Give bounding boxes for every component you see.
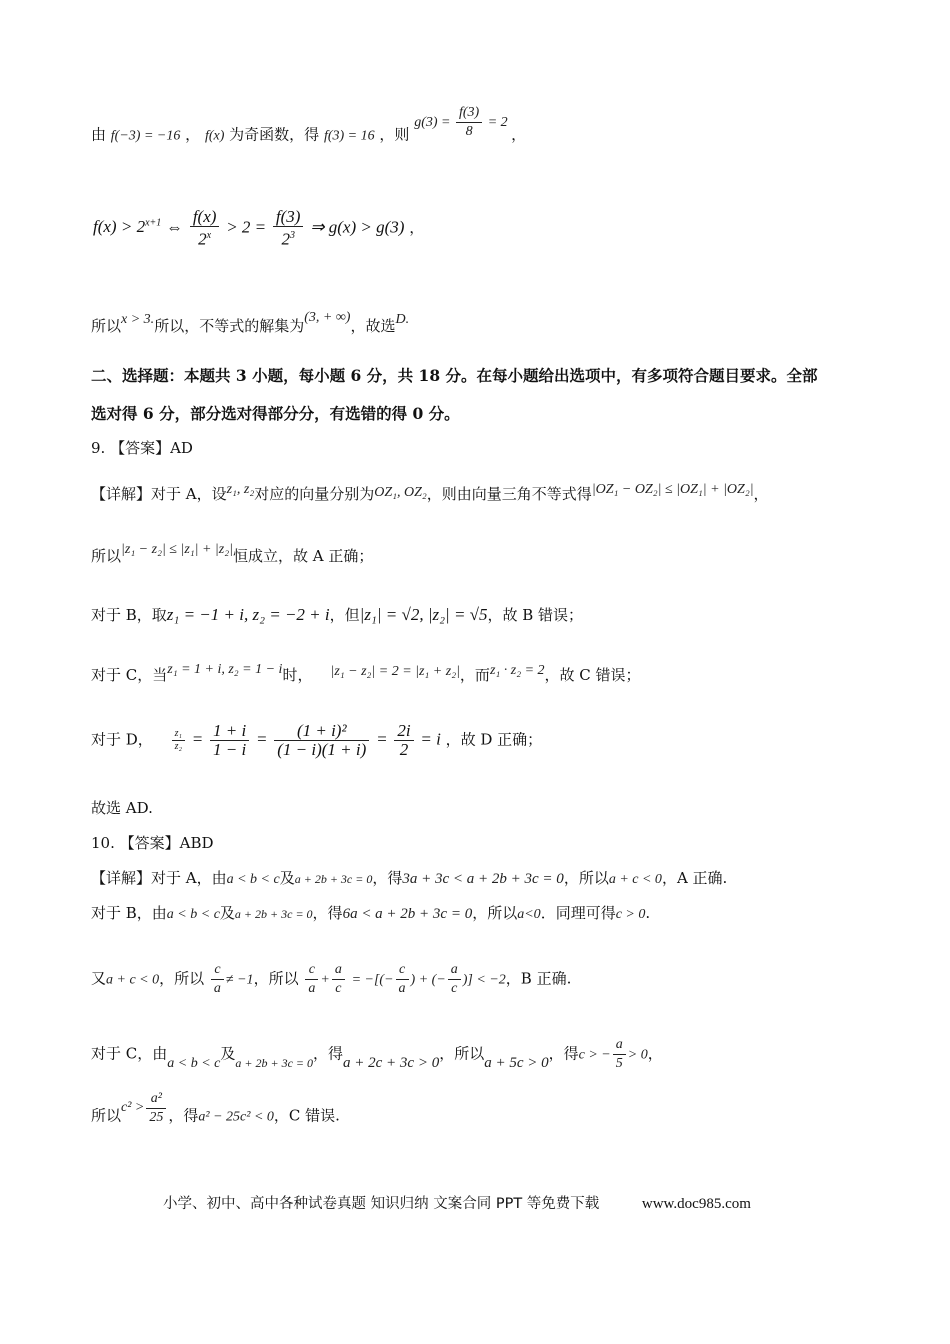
text: 为奇函数，得 xyxy=(229,125,320,144)
text: ，所以 xyxy=(439,1044,485,1063)
numerator: a xyxy=(332,961,345,980)
denominator: (1 − i)(1 + i) xyxy=(277,740,367,759)
q10-detail-b2 xyxy=(91,961,571,998)
fraction xyxy=(448,961,461,998)
formula: )] < −2 xyxy=(462,972,506,988)
denominator: z₂ xyxy=(174,741,182,752)
formula: = −[(− xyxy=(351,972,394,988)
solution-line-2 xyxy=(93,208,424,249)
denominator: a xyxy=(308,981,316,996)
fraction xyxy=(332,961,345,998)
text: 所以 xyxy=(91,317,122,335)
formula: > 2 = xyxy=(226,217,267,237)
text: . xyxy=(645,904,651,922)
text: 所以 xyxy=(91,1106,122,1125)
formula: |z₁ − z₂| ≤ |z₁| + |z₂| xyxy=(121,542,233,557)
denominator: 25 xyxy=(149,1110,164,1125)
text: ，所以 xyxy=(253,969,299,988)
q10-detail-c xyxy=(91,1036,663,1073)
formula: |z₁| = √2, |z₂| = √5 xyxy=(359,605,488,624)
formula: a² − 25c² < 0 xyxy=(198,1109,274,1125)
text: ，C 错误. xyxy=(273,1106,340,1125)
formula: > 0 xyxy=(627,1047,648,1063)
text: ，所以 xyxy=(472,904,518,922)
q9-conclusion: 故选 AD. xyxy=(91,799,153,817)
text: 及 xyxy=(220,1044,236,1063)
denominator-text: 2 xyxy=(281,229,290,249)
text: 【详解】对于 A，设 xyxy=(91,485,227,503)
solution-line-1 xyxy=(91,105,527,155)
text: ，所以 xyxy=(159,969,205,988)
q9-detail-d xyxy=(91,722,542,759)
section-title: 二、选择题：本题共 3 小题，每小题 6 分，共 18 分。在每小题给出选项中，有多项符合题目要求。全部 xyxy=(91,366,818,385)
formula: a<0 xyxy=(517,907,541,922)
fraction xyxy=(190,208,220,249)
q10-detail-a xyxy=(91,868,727,890)
fraction xyxy=(396,961,409,998)
text: ，A 正确. xyxy=(661,869,728,887)
denominator xyxy=(273,227,304,249)
numerator: f(3) xyxy=(456,104,482,123)
numerator: c xyxy=(396,961,409,980)
formula: a + 2c + 3c > 0 xyxy=(343,1054,440,1071)
numerator: (1 + i)² xyxy=(274,722,369,741)
denominator: a xyxy=(398,981,406,996)
numerator: f(3) xyxy=(273,208,304,227)
q9-answer: 9. 【答案】AD xyxy=(91,439,193,457)
denominator xyxy=(190,227,220,249)
numerator: 2i xyxy=(394,722,413,741)
text: ，得 xyxy=(168,1106,199,1125)
text: ，故 C 错误； xyxy=(544,666,641,684)
formula-g3 xyxy=(414,105,511,139)
numerator: a xyxy=(613,1036,626,1055)
q9-detail-c xyxy=(91,662,641,687)
text: ，B 正确. xyxy=(505,969,572,988)
formula: ) + (− xyxy=(410,972,446,988)
numerator: z₁ xyxy=(172,728,185,741)
formula: 3a + 3c < a + 2b + 3c = 0 xyxy=(402,871,564,887)
denominator: 1 − i xyxy=(213,740,247,759)
formula: = xyxy=(191,729,204,749)
q9-detail-b xyxy=(91,605,583,625)
formula: z₁, z₂ xyxy=(226,482,255,497)
formula: = i xyxy=(420,729,441,749)
formula: a < b < c xyxy=(166,907,220,922)
formula: a < b < c xyxy=(167,1055,221,1071)
formula: = 2 xyxy=(487,114,508,130)
text: 所以，不等式的解集为 xyxy=(154,317,305,335)
q9-detail-a2 xyxy=(91,542,374,568)
text: 对于 D， xyxy=(91,730,153,749)
text: 对应的向量分别为 xyxy=(254,485,375,503)
formula: |z₁ − z₂| = 2 = |z₁ + z₂| xyxy=(330,664,460,679)
text: ．同理可得 xyxy=(540,904,616,922)
formula: = xyxy=(255,729,268,749)
formula: a < b < c xyxy=(226,872,280,887)
text: ， xyxy=(753,485,769,503)
text: 对于 C，由 xyxy=(91,1044,168,1063)
formula: D. xyxy=(395,312,410,327)
fraction xyxy=(274,722,369,759)
fraction xyxy=(613,1036,626,1073)
footer-link[interactable]: www.doc985.com xyxy=(641,1196,751,1212)
denominator-text: 2 xyxy=(198,229,207,249)
footer-text: 小学、初中、高中各种试卷真题 知识归纳 文案合同 PPT 等免费下载 xyxy=(163,1196,600,1212)
text: ，故 D 正确； xyxy=(445,730,543,749)
page-footer xyxy=(163,1192,751,1213)
text: 所以 xyxy=(91,547,122,565)
fraction xyxy=(456,104,482,141)
fraction xyxy=(305,961,318,998)
formula: a + c < 0 xyxy=(608,872,662,887)
formula: c² > xyxy=(121,1099,145,1115)
formula: f(x) xyxy=(204,128,225,144)
formula: a + 2b + 3c = 0 xyxy=(234,907,313,921)
text: ，则由向量三角不等式得 xyxy=(426,485,592,503)
numerator: f(x) xyxy=(190,208,220,227)
denominator: c xyxy=(335,981,342,996)
text: 由 xyxy=(91,125,107,144)
denominator: 5 xyxy=(615,1056,623,1071)
formula: z₁ = −1 + i, z₂ = −2 + i xyxy=(166,605,330,624)
numerator: c xyxy=(211,961,224,980)
formula: g(3) = xyxy=(414,114,451,130)
q10-detail-c2 xyxy=(91,1091,340,1135)
formula: (3, + ∞) xyxy=(304,310,351,325)
text: ，故 B 错误； xyxy=(487,606,584,624)
text: ，得 xyxy=(372,869,403,887)
formula: f(−3) = −16 xyxy=(110,128,181,144)
fraction xyxy=(394,722,413,759)
text: 又 xyxy=(91,969,107,988)
formula: |OZ₁ − OZ₂| ≤ |OZ₁| + |OZ₂| xyxy=(591,482,754,497)
denominator: 8 xyxy=(465,124,473,139)
text: 时， xyxy=(282,666,313,684)
text: 对于 B，由 xyxy=(91,904,167,922)
formula: c > − xyxy=(578,1047,611,1063)
formula: z₁ · z₂ = 2 xyxy=(489,663,545,678)
text: ，则 xyxy=(379,125,410,144)
denominator: a xyxy=(213,981,221,996)
superscript: 3 xyxy=(289,230,295,241)
numerator: a² xyxy=(146,1090,166,1109)
formula: a + c < 0 xyxy=(106,972,160,988)
section-title-cont: 选对得 6 分，部分选对得部分分，有选错的得 0 分。 xyxy=(91,404,460,423)
numerator: c xyxy=(305,961,318,980)
text: ，得 xyxy=(312,904,343,922)
fraction xyxy=(146,1090,166,1127)
formula: ≠ −1 xyxy=(225,972,254,988)
formula: f(3) = 16 xyxy=(323,128,375,144)
formula xyxy=(93,217,161,236)
text: ，但 xyxy=(329,606,360,624)
text: 及 xyxy=(279,869,295,887)
formula: OZ₁, OZ₂ xyxy=(374,485,427,500)
text: ，得 xyxy=(548,1044,579,1063)
text: 对于 C，当 xyxy=(91,666,168,684)
text: ，得 xyxy=(313,1044,344,1063)
formula: x > 3. xyxy=(121,312,155,327)
formula: = xyxy=(376,729,388,749)
text: ， xyxy=(185,125,201,144)
text: ， xyxy=(409,218,425,237)
numerator: a xyxy=(448,961,461,980)
formula: ⇔ xyxy=(166,217,184,237)
text: 对于 B，取 xyxy=(91,606,167,624)
text: 【详解】对于 A，由 xyxy=(91,869,227,887)
q10-answer: 10. 【答案】ABD xyxy=(91,834,214,852)
formula-text: f(x) > 2 xyxy=(93,217,146,237)
formula: c > 0 xyxy=(615,907,646,922)
text: 恒成立，故 A 正确； xyxy=(232,547,374,565)
formula: ⇒ g(x) > g(3) xyxy=(310,217,405,237)
text: ，而 xyxy=(459,666,490,684)
text: 及 xyxy=(219,904,235,922)
formula: 6a < a + 2b + 3c = 0 xyxy=(342,906,473,922)
text: ，所以 xyxy=(563,869,609,887)
superscript: x xyxy=(206,230,212,241)
fraction xyxy=(210,722,249,759)
q10-detail-b xyxy=(91,903,650,925)
formula: a + 2b + 3c = 0 xyxy=(235,1055,313,1070)
fraction xyxy=(172,728,185,753)
text: ， xyxy=(511,125,527,144)
formula: a + 5c > 0 xyxy=(484,1054,549,1071)
numerator: 1 + i xyxy=(210,722,249,741)
fraction xyxy=(211,961,224,998)
text: ，故选 xyxy=(350,317,396,335)
superscript: x+1 xyxy=(145,217,162,229)
formula: a + 2b + 3c = 0 xyxy=(294,872,373,886)
q9-detail-a xyxy=(91,484,769,506)
text: ， xyxy=(647,1044,663,1063)
formula: z₁ = 1 + i, z₂ = 1 − i xyxy=(167,662,283,677)
denominator: 2 xyxy=(399,740,409,759)
formula: + xyxy=(320,972,330,988)
fraction xyxy=(273,208,304,249)
denominator: c xyxy=(451,981,458,996)
solution-line-3 xyxy=(91,310,410,338)
